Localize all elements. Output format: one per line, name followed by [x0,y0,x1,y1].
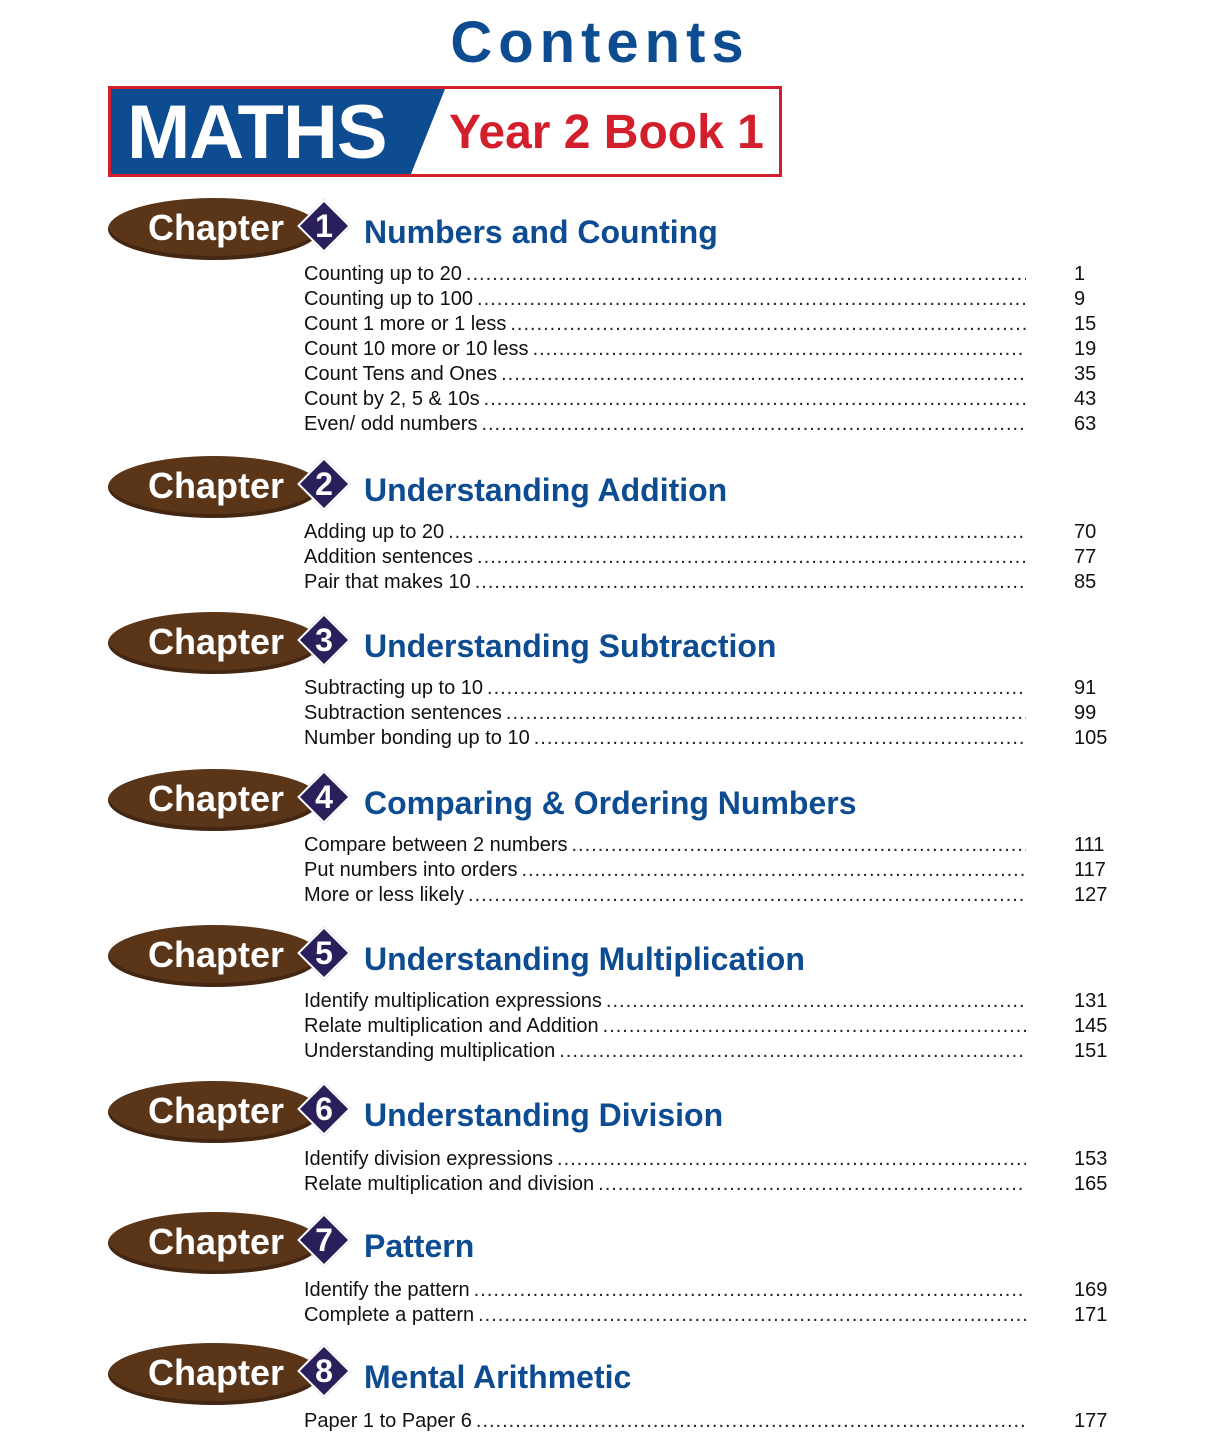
book-banner [108,86,782,177]
toc-entry[interactable] [304,1147,1110,1172]
toc-entry-page: 35 [1074,363,1097,385]
chapter-label: Chapter [148,1090,285,1131]
toc-entry[interactable] [304,1039,1110,1064]
banner-subject: MATHS [127,90,387,175]
chapter-number-badge [298,771,350,823]
toc-entry-page: 9 [1074,288,1086,310]
leader-dots [603,1014,1026,1039]
chapter-number-badge [298,200,350,252]
chapter-number-badge [298,614,350,666]
toc-entry-page: 99 [1074,702,1097,724]
toc-entry-text: Subtracting up to 10 [304,677,484,699]
toc-entry[interactable] [304,989,1110,1014]
toc-entry-text: Count by 2, 5 & 10s [304,388,480,410]
leader-dots [487,676,1026,701]
leader-dots [559,1039,1026,1064]
toc-entry-text: Even/ odd numbers [304,413,478,435]
toc-entry-page: 105 [1074,727,1108,749]
chapter-title: Numbers and Counting [364,214,718,250]
leader-dots [468,883,1026,908]
toc-entry-text: Identify multiplication expressions [304,990,602,1012]
leader-dots [474,1278,1026,1303]
chapter-label: Chapter [148,465,285,506]
toc-entry-text: Pair that makes 10 [304,571,471,593]
toc-entry-text: Paper 1 to Paper 6 [304,1410,472,1432]
toc-entry-page: 91 [1074,677,1097,699]
chapter-number: 3 [315,622,333,658]
toc-entry-page: 111 [1074,834,1105,856]
toc-entry-text: Count 10 more or 10 less [304,338,529,360]
toc-entry-text: Counting up to 20 [304,263,462,285]
leader-dots [477,545,1026,570]
toc-entry-text: Counting up to 100 [304,288,474,310]
toc-entry[interactable] [304,287,1110,312]
chapter-number-badge [298,927,350,979]
toc-entry-text: Adding up to 20 [304,521,445,543]
toc-entry[interactable] [304,701,1110,726]
banner-subtitle: Year 2 Book 1 [449,106,764,159]
banner-slant [411,89,445,174]
toc-entry[interactable] [304,362,1110,387]
toc-entry-text: Count 1 more or 1 less [304,313,507,335]
toc-entry[interactable] [304,883,1110,908]
toc-entry[interactable] [304,387,1110,412]
toc-entry[interactable] [304,545,1110,570]
toc-entry-page: 15 [1074,313,1097,335]
toc-entry-text: Complete a pattern [304,1304,475,1326]
toc-entry-text: Identify the pattern [304,1279,470,1301]
toc-entry-page: 70 [1074,521,1097,543]
toc-entry[interactable] [304,570,1110,595]
leader-dots [534,726,1026,751]
toc-entry-page: 131 [1074,990,1108,1012]
toc-entry-page: 153 [1074,1148,1108,1170]
chapter-title: Understanding Multiplication [364,941,805,977]
toc-entry-text: Subtraction sentences [304,702,502,724]
toc-entry-page: 177 [1074,1410,1108,1432]
toc-entry-page: 171 [1074,1304,1108,1326]
leader-dots [484,387,1026,412]
leader-dots [506,701,1026,726]
toc-entry[interactable] [304,1172,1110,1197]
chapter-title: Understanding Addition [364,472,728,508]
toc-entry-page: 85 [1074,571,1097,593]
chapter-title: Comparing & Ordering Numbers [364,785,857,821]
page-title: Contents [450,10,750,75]
leader-dots [571,833,1026,858]
chapter-label: Chapter [148,1221,285,1262]
toc-entry[interactable] [304,1014,1110,1039]
leader-dots [476,1409,1026,1434]
chapter-title: Understanding Division [364,1097,724,1133]
toc-entry-page: 1 [1074,263,1086,285]
toc-entry[interactable] [304,1409,1110,1434]
toc-entry-page: 169 [1074,1279,1108,1301]
toc-entry-text: Relate multiplication and Addition [304,1015,599,1037]
chapter-number: 4 [315,779,333,815]
chapter-number: 6 [315,1091,333,1127]
chapter-label: Chapter [148,621,285,662]
toc-entry-text: Understanding multiplication [304,1040,556,1062]
toc-entry-page: 63 [1074,413,1097,435]
toc-entry-page: 165 [1074,1173,1108,1195]
chapter-label: Chapter [148,1352,285,1393]
leader-dots [521,858,1026,883]
toc-entry-text: More or less likely [304,884,465,906]
chapter-label: Chapter [148,778,285,819]
chapter-number: 2 [315,466,333,502]
leader-dots [475,570,1026,595]
chapter-title: Understanding Subtraction [364,628,777,664]
toc-entry-text: Put numbers into orders [304,859,518,881]
chapter-number: 1 [315,208,333,244]
toc-entry[interactable] [304,520,1110,545]
leader-dots [557,1147,1026,1172]
toc-entry-text: Addition sentences [304,546,474,568]
toc-entry-page: 43 [1074,388,1097,410]
chapter-title: Mental Arithmetic [364,1359,632,1395]
leader-dots [448,520,1026,545]
chapter-label: Chapter [148,207,285,248]
toc-entry[interactable] [304,1303,1110,1328]
chapter-number: 7 [315,1222,333,1258]
toc-entry[interactable] [304,262,1110,287]
chapter-title: Pattern [364,1228,475,1264]
toc-entry[interactable] [304,1278,1110,1303]
leader-dots [477,287,1026,312]
toc-entry-text: Number bonding up to 10 [304,727,530,749]
toc-entry-page: 145 [1074,1015,1108,1037]
leader-dots [598,1172,1026,1197]
toc-entry-page: 151 [1074,1040,1108,1062]
chapter-number: 8 [315,1353,333,1389]
chapter-number: 5 [315,935,333,971]
toc-entry-text: Identify division expressions [304,1148,554,1170]
leader-dots [466,262,1026,287]
toc-entry-page: 19 [1074,338,1097,360]
toc-entry[interactable] [304,858,1110,883]
chapter-number-badge [298,1214,350,1266]
chapter-label: Chapter [148,934,285,975]
leader-dots [533,337,1026,362]
leader-dots [481,412,1026,437]
toc-entry[interactable] [304,312,1110,337]
leader-dots [510,312,1026,337]
toc-entry-page: 127 [1074,884,1108,906]
chapter-number-badge [298,458,350,510]
chapter-number-badge [298,1345,350,1397]
toc-entry-page: 77 [1074,546,1097,568]
chapter-number-badge [298,1083,350,1135]
toc-entry[interactable] [304,412,1110,437]
toc-entry[interactable] [304,337,1110,362]
toc-entry[interactable] [304,676,1110,701]
leader-dots [478,1303,1026,1328]
toc-entry[interactable] [304,726,1110,751]
toc-entry-text: Relate multiplication and division [304,1173,595,1195]
leader-dots [606,989,1026,1014]
toc-entry-text: Compare between 2 numbers [304,834,568,856]
toc-entry-page: 117 [1074,859,1106,881]
toc-entry-text: Count Tens and Ones [304,363,498,385]
toc-entry[interactable] [304,833,1110,858]
leader-dots [501,362,1026,387]
